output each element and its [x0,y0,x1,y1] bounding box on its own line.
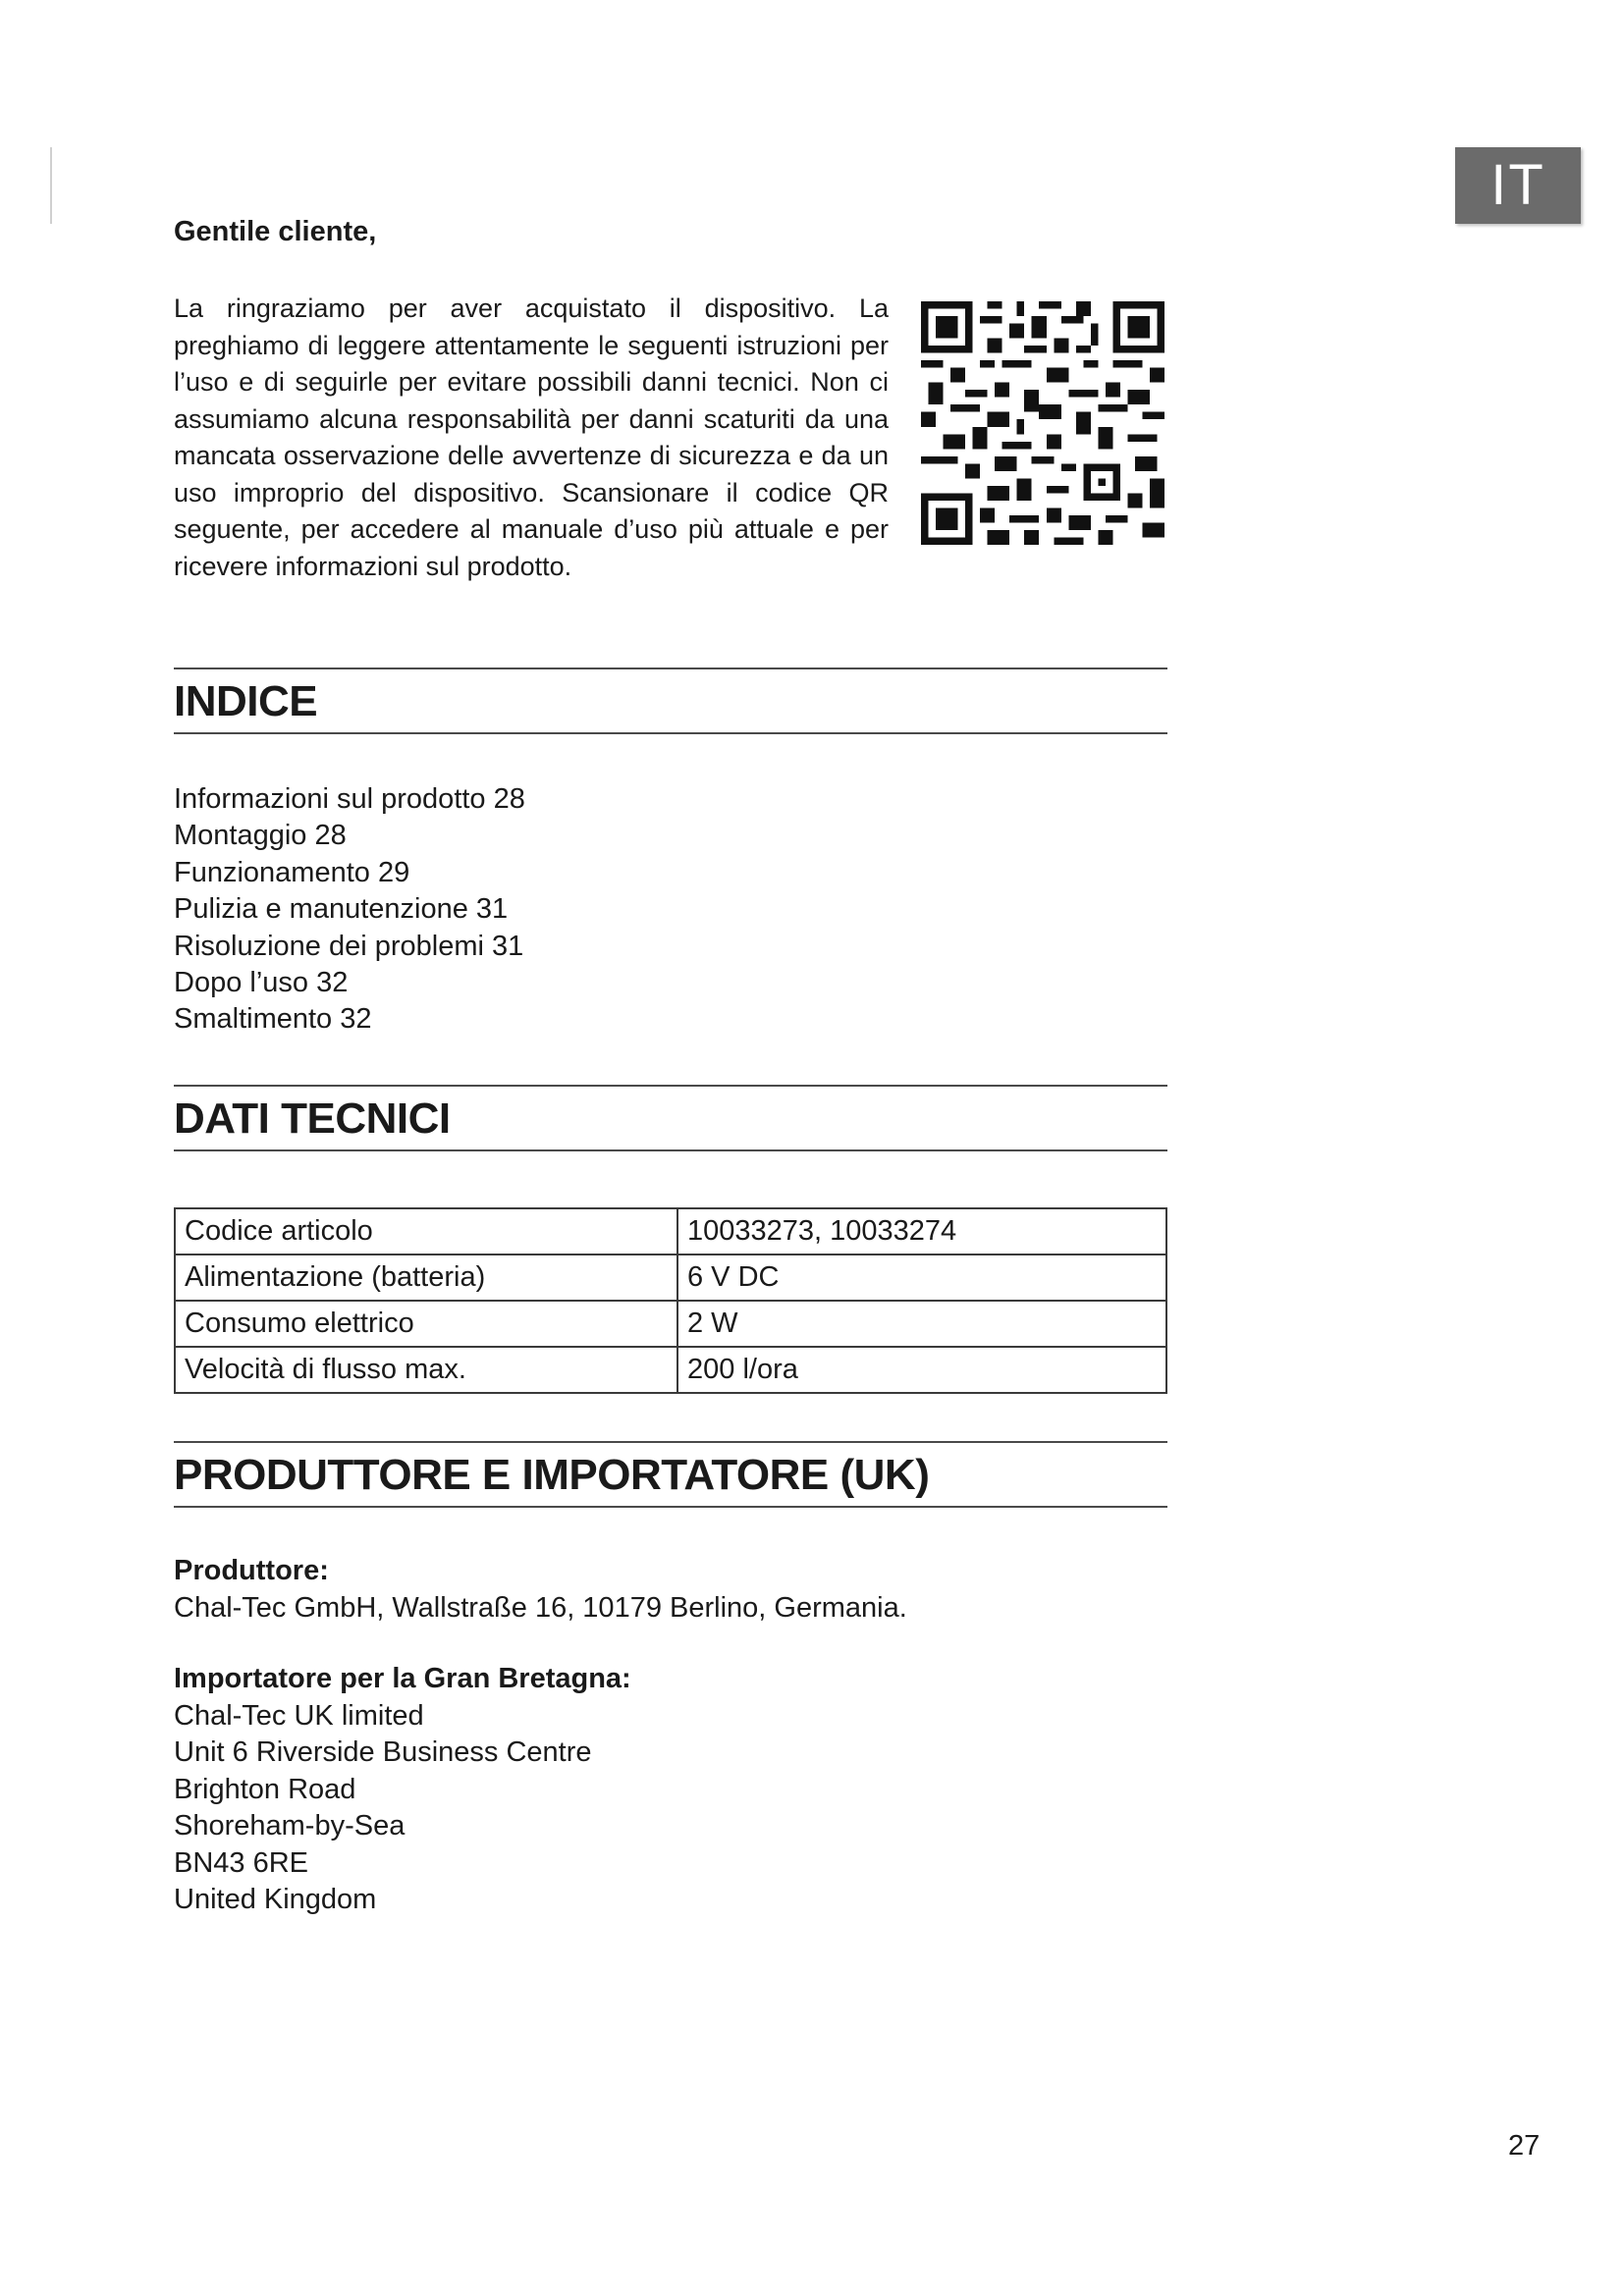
table-row [175,1208,1166,1255]
tech-title: DATI TECNICI [174,1095,451,1143]
toc-item[interactable]: Funzionamento 29 [174,856,410,888]
page-number: 27 [1508,2130,1541,2162]
table-of-contents [174,781,525,1039]
toc-item[interactable]: Informazioni sul prodotto 28 [174,783,525,815]
intro-paragraph: La ringraziamo per aver acquistato il dispositivo. La preghiamo di leggere attentamente le seguenti istruzioni per l’uso e di seguirle per evitare possibili danni tecnici. Non ci assumiamo alcuna responsabilità per danni scaturiti da una mancata osservazione delle avvertenze di sicurezza e da un uso improprio del dispositivo. Scansionare il codice QR seguente, per accedere al manuale d’uso più attuale e per ricevere informazioni sul prodotto. [174,294,889,581]
importer-label: Importatore per la Gran Bretagna: [174,1663,631,1694]
page-edge-mark [50,147,52,224]
tech-specs-table [174,1207,1167,1394]
spec-key: Alimentazione (batteria) [175,1255,677,1301]
table-row [175,1255,1166,1301]
importer-line: Brighton Road [174,1773,356,1805]
manufacturer-label: Produttore: [174,1555,329,1586]
producer-section-header [174,1441,1167,1508]
tech-section-header [174,1085,1167,1151]
importer-block [174,1661,631,1919]
toc-item[interactable]: Risoluzione dei problemi 31 [174,930,524,962]
spec-value: 200 l/ora [677,1347,1166,1393]
producer-title: PRODUTTORE E IMPORTATORE (UK) [174,1451,930,1499]
spec-key: Velocità di flusso max. [175,1347,677,1393]
manufacturer-address: Chal-Tec GmbH, Wallstraße 16, 10179 Berlino, Germania. [174,1591,907,1624]
toc-item[interactable]: Pulizia e manutenzione 31 [174,893,509,926]
greeting: Gentile cliente, [174,216,377,247]
spec-key: Codice articolo [175,1208,677,1255]
importer-line: BN43 6RE [174,1846,309,1879]
toc-item[interactable]: Montaggio 28 [174,820,347,852]
toc-item[interactable]: Dopo l’uso 32 [174,967,349,999]
importer-line: Chal-Tec UK limited [174,1699,424,1732]
importer-line: Unit 6 Riverside Business Centre [174,1736,592,1768]
table-row [175,1347,1166,1393]
importer-line: Shoreham-by-Sea [174,1810,406,1842]
qr-code[interactable] [921,300,1164,546]
index-title: INDICE [174,677,318,725]
table-row [175,1301,1166,1347]
toc-item[interactable]: Smaltimento 32 [174,1003,372,1036]
spec-key: Consumo elettrico [175,1301,677,1347]
index-section-header [174,667,1167,734]
spec-value: 6 V DC [677,1255,1166,1301]
importer-line: United Kingdom [174,1884,377,1915]
spec-value: 10033273, 10033274 [677,1208,1166,1255]
language-tab: IT [1455,147,1581,224]
spec-value: 2 W [677,1301,1166,1347]
manufacturer-block [174,1553,907,1627]
